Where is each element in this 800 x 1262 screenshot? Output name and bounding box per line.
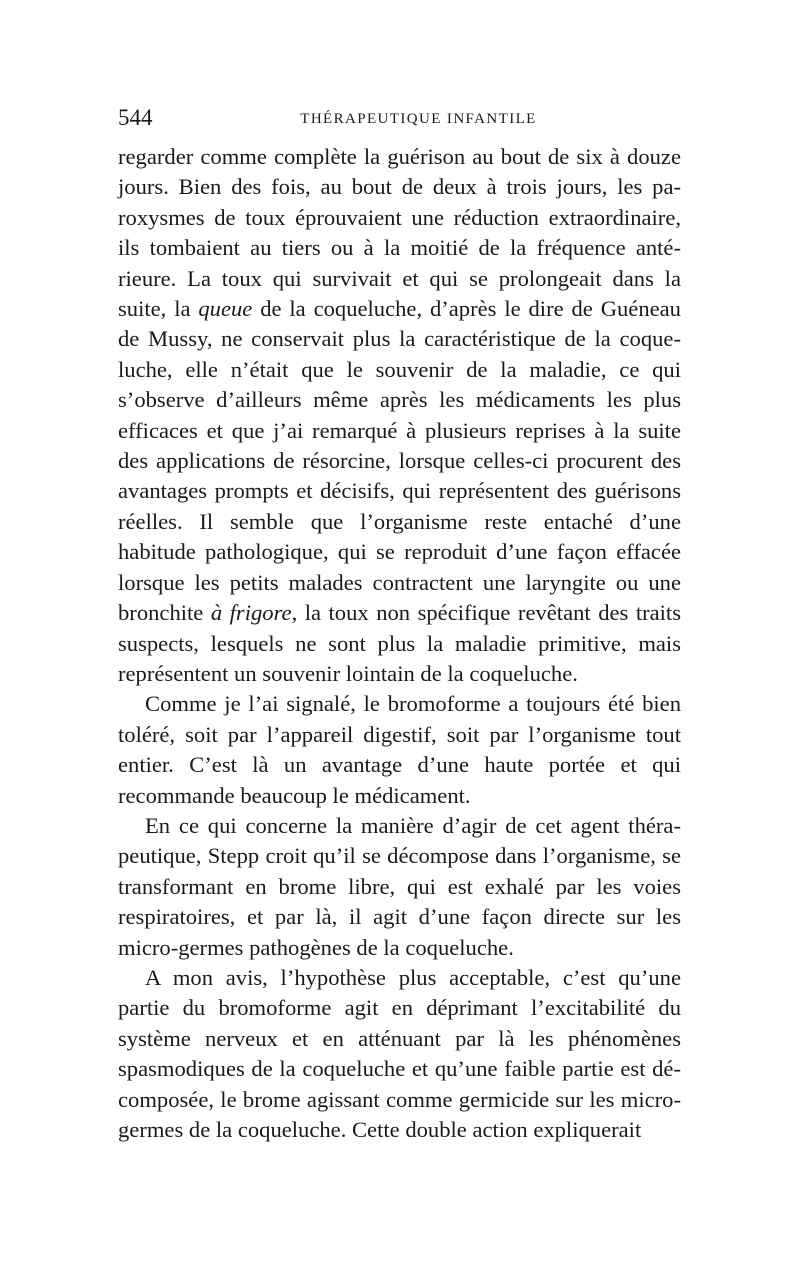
paragraph-2: Comme je l’ai signalé, le bromoforme a toujours été bien toléré, soit par l’appareil digestif, soit par l’organisme tout entier. C’est là un avantage d’une haute portée et qui recommande beaucoup le médicament. bbox=[118, 691, 681, 808]
paragraph-1 bbox=[118, 142, 681, 689]
paragraph-4: A mon avis, l’hypothèse plus acceptable, c’est qu’une partie du bromoforme agit en déprimant l’excitabilité du système nerveux et en atténuant par là les phénomènes spasmodiques de la coqueluche et qu’une faible partie est décomposée, le brome agissant comme germicide sur les microgermes de la coqueluche. Cette double action expliquerait bbox=[118, 964, 681, 1142]
running-title: THÉRAPEUTIQUE INFANTILE bbox=[300, 111, 537, 127]
paragraph-1-part-b: de la coqueluche, d’après le dire de Guéneau de Mussy, ne conservait plus la caractéristique de la coqueluche, elle n’était que le souvenir de la maladie, ce qui s’observe d’ailleurs même après les médicaments les plus efficaces et que j’ai remarqué à plusieurs reprises à la suite des applications de résorcine, lorsque celles-ci procurent des avantages prompts et décisifs, qui représentent des guérisons réelles. Il semble que l’organisme reste entaché d’une habitude pathologique, qui se reproduit d’une façon effacée lorsque les petits malades contractent une laryngite ou une bronchite bbox=[118, 296, 681, 626]
body-text bbox=[118, 142, 681, 1145]
book-page bbox=[118, 98, 681, 1145]
running-head bbox=[118, 98, 681, 138]
paragraph-3: En ce qui concerne la manière d’agir de cet agent thérapeutique, Stepp croit qu’il se décompose dans l’organisme, se transformant en brome libre, qui est exhalé par les voies respiratoires, et par là, il agit d’une façon directe sur les micro-germes pathogènes de la coqueluche. bbox=[118, 812, 681, 960]
italic-a-frigore: à frigore bbox=[210, 600, 292, 626]
page-number: 544 bbox=[118, 105, 153, 130]
paragraph-1-part-c: , la toux non spécifique revêtant des traits suspects, lesquels ne sont plus la maladie primitive, mais représentent un souvenir lointain de la coqueluche. bbox=[118, 600, 681, 686]
italic-queue: queue bbox=[198, 296, 253, 322]
paragraph-1-part-a: regarder comme complète la guérison au bout de six à douze jours. Bien des fois, au bout de deux à trois jours, les paroxysmes de toux éprouvaient une réduction extraordinaire, ils tombaient au tiers ou à la moitié de la fréquence antérieure. La toux qui survivait et qui se prolongeait dans la suite, la bbox=[118, 144, 681, 322]
